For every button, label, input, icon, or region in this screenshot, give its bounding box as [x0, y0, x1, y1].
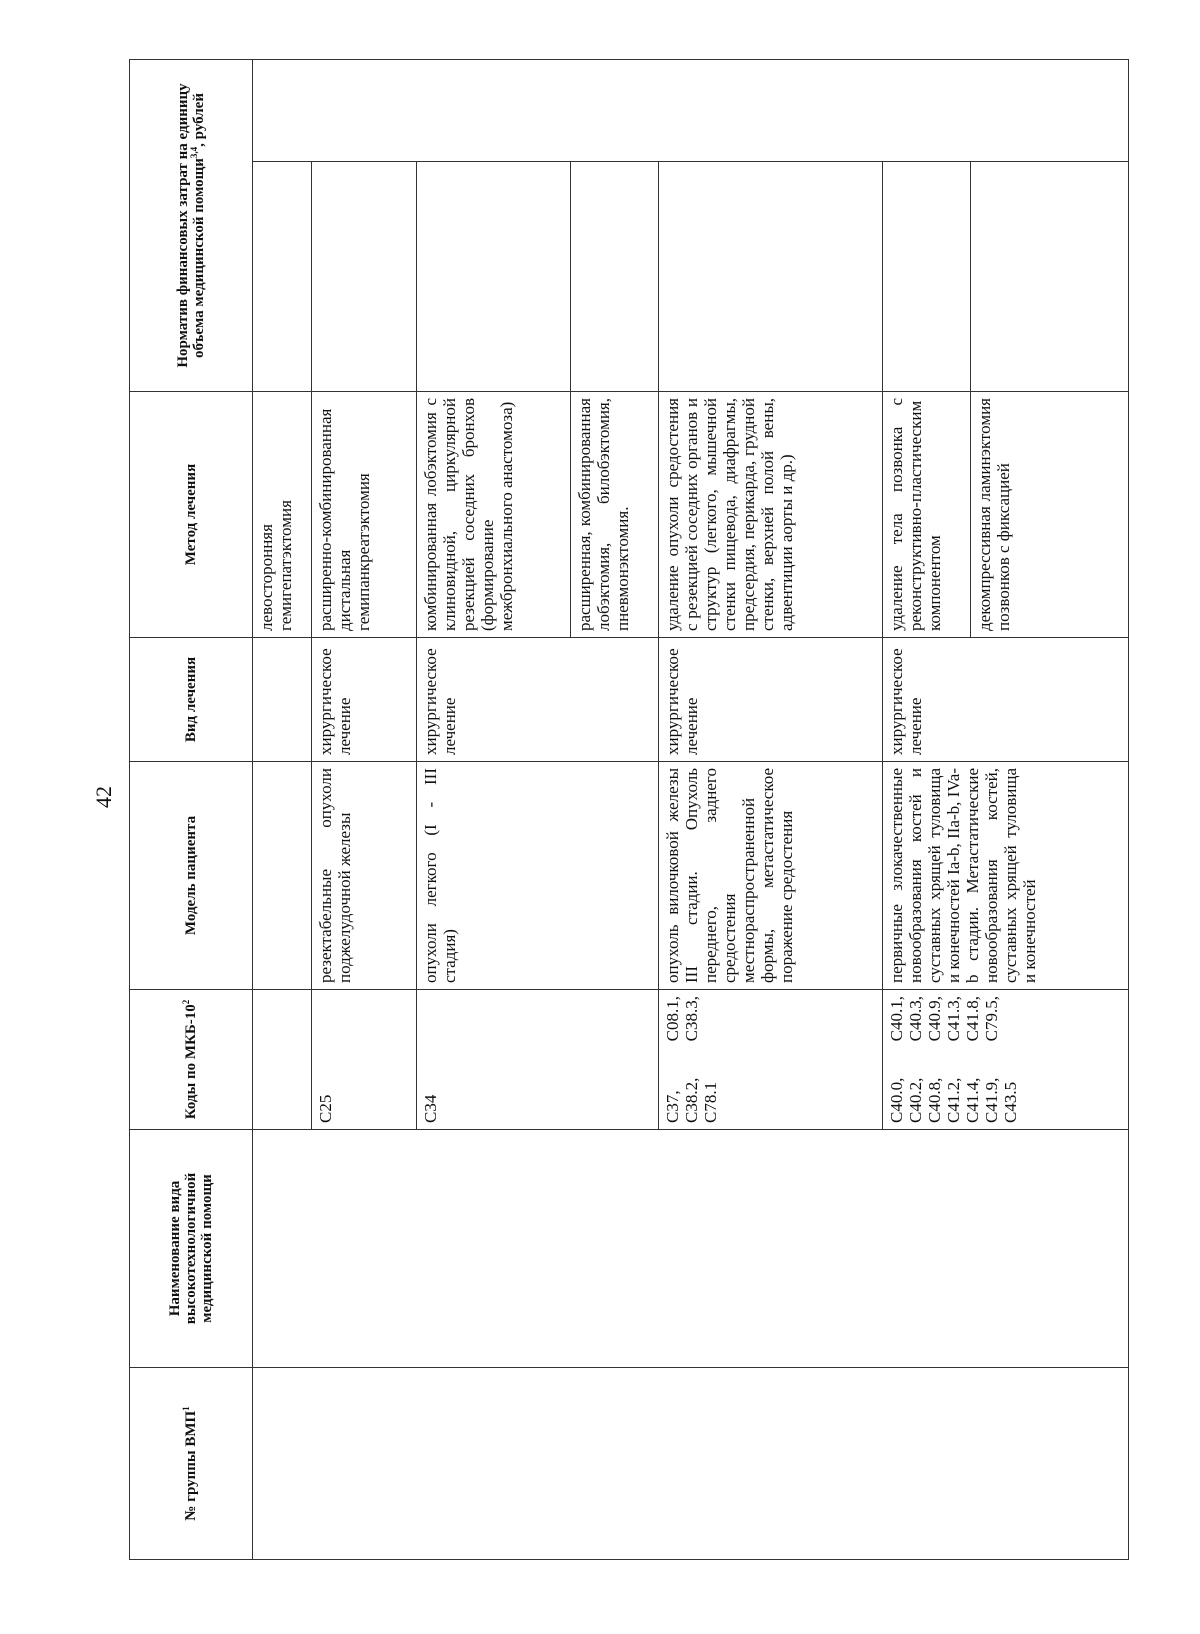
method-cell: удаление опухоли средостения с резекцией соседних органов и структур (легкого, мышечной стенки пищевода, диафрагмы, предсердия, перикарда, грудной стенки, верхней полой вены, адвентиции аорты и др.) — [658, 392, 882, 638]
model-cell: первичные злокачественные новообразования костей и суставных хрящей туловища и конечностей Ia-b, IIa-b, IVa-b стадии. Метастатические новообразования костей, суставных хрящей туловища и конечностей — [883, 762, 1129, 990]
header-row — [130, 59, 253, 1559]
codes-cell: C34 — [416, 990, 658, 1130]
method-cell: левосторонняя гемигепатэктомия — [253, 392, 312, 638]
cell-name — [253, 1130, 1129, 1368]
header-group-no: № группы ВМП$^1$ — [130, 1368, 253, 1560]
type-cell: хирургическое лечение — [658, 638, 882, 762]
method-cell: декомпрессивная ламинэктомия позвонков с фиксацией — [971, 392, 1129, 638]
type-cell: хирургическое лечение — [416, 638, 658, 762]
header-name: Наименование вида высокотехнологичной медицинской помощи — [130, 1130, 253, 1368]
type-cell: хирургическое лечение — [883, 638, 1129, 762]
model-cell: опухоль вилочковой железы III стадии. Опухоль переднего, заднего средостения местнораспространенной формы, метастатическое поражение средостения — [658, 762, 882, 990]
header-type: Вид лечения — [130, 638, 253, 762]
model-cell: опухоли легкого (I - III стадия) — [416, 762, 658, 990]
header-norm: Норматив финансовых затрат на единицу объема медицинской помощи$^{3,4}$, рублей — [130, 59, 253, 391]
header-method: Метод лечения — [130, 392, 253, 638]
header-model: Модель пациента — [130, 762, 253, 990]
codes-cell: C25 — [312, 990, 417, 1130]
method-cell: расширенная, комбинированная лобэктомия, билобэктомия, пневмонэктомия. — [570, 392, 658, 638]
method-cell: удаление тела позвонка с реконструктивно-пластическим компонентом — [883, 392, 971, 638]
vmp-table — [129, 59, 1129, 1560]
page-number: 42 — [91, 786, 116, 808]
rotated-table-wrapper — [129, 0, 1200, 1521]
header-codes: Коды по МКБ-$10^2$ — [130, 990, 253, 1130]
table-row — [253, 59, 312, 1559]
method-cell: комбинированная лобэктомия с клиновидной, циркулярной резекцией соседних бронхов (формирование межбронхиального анастомоза) — [416, 392, 570, 638]
codes-cell: C40.0, C40.1, C40.2, C40.3, C40.8, C40.9, C41.2, C41.3, C41.4, C41.8, C41.9, C79.5, C43.5 — [883, 990, 1129, 1130]
cell-norm — [253, 59, 1129, 161]
model-cell: резектабельные опухоли поджелудочной железы — [312, 762, 417, 990]
type-cell: хирургическое лечение — [312, 638, 417, 762]
method-cell: расширенно-комбинированная дистальная гемипанкреатэктомия — [312, 392, 417, 638]
codes-cell: C37, C08.1, C38.2, C38.3, C78.1 — [658, 990, 882, 1130]
cell-group-no — [253, 1368, 1129, 1560]
